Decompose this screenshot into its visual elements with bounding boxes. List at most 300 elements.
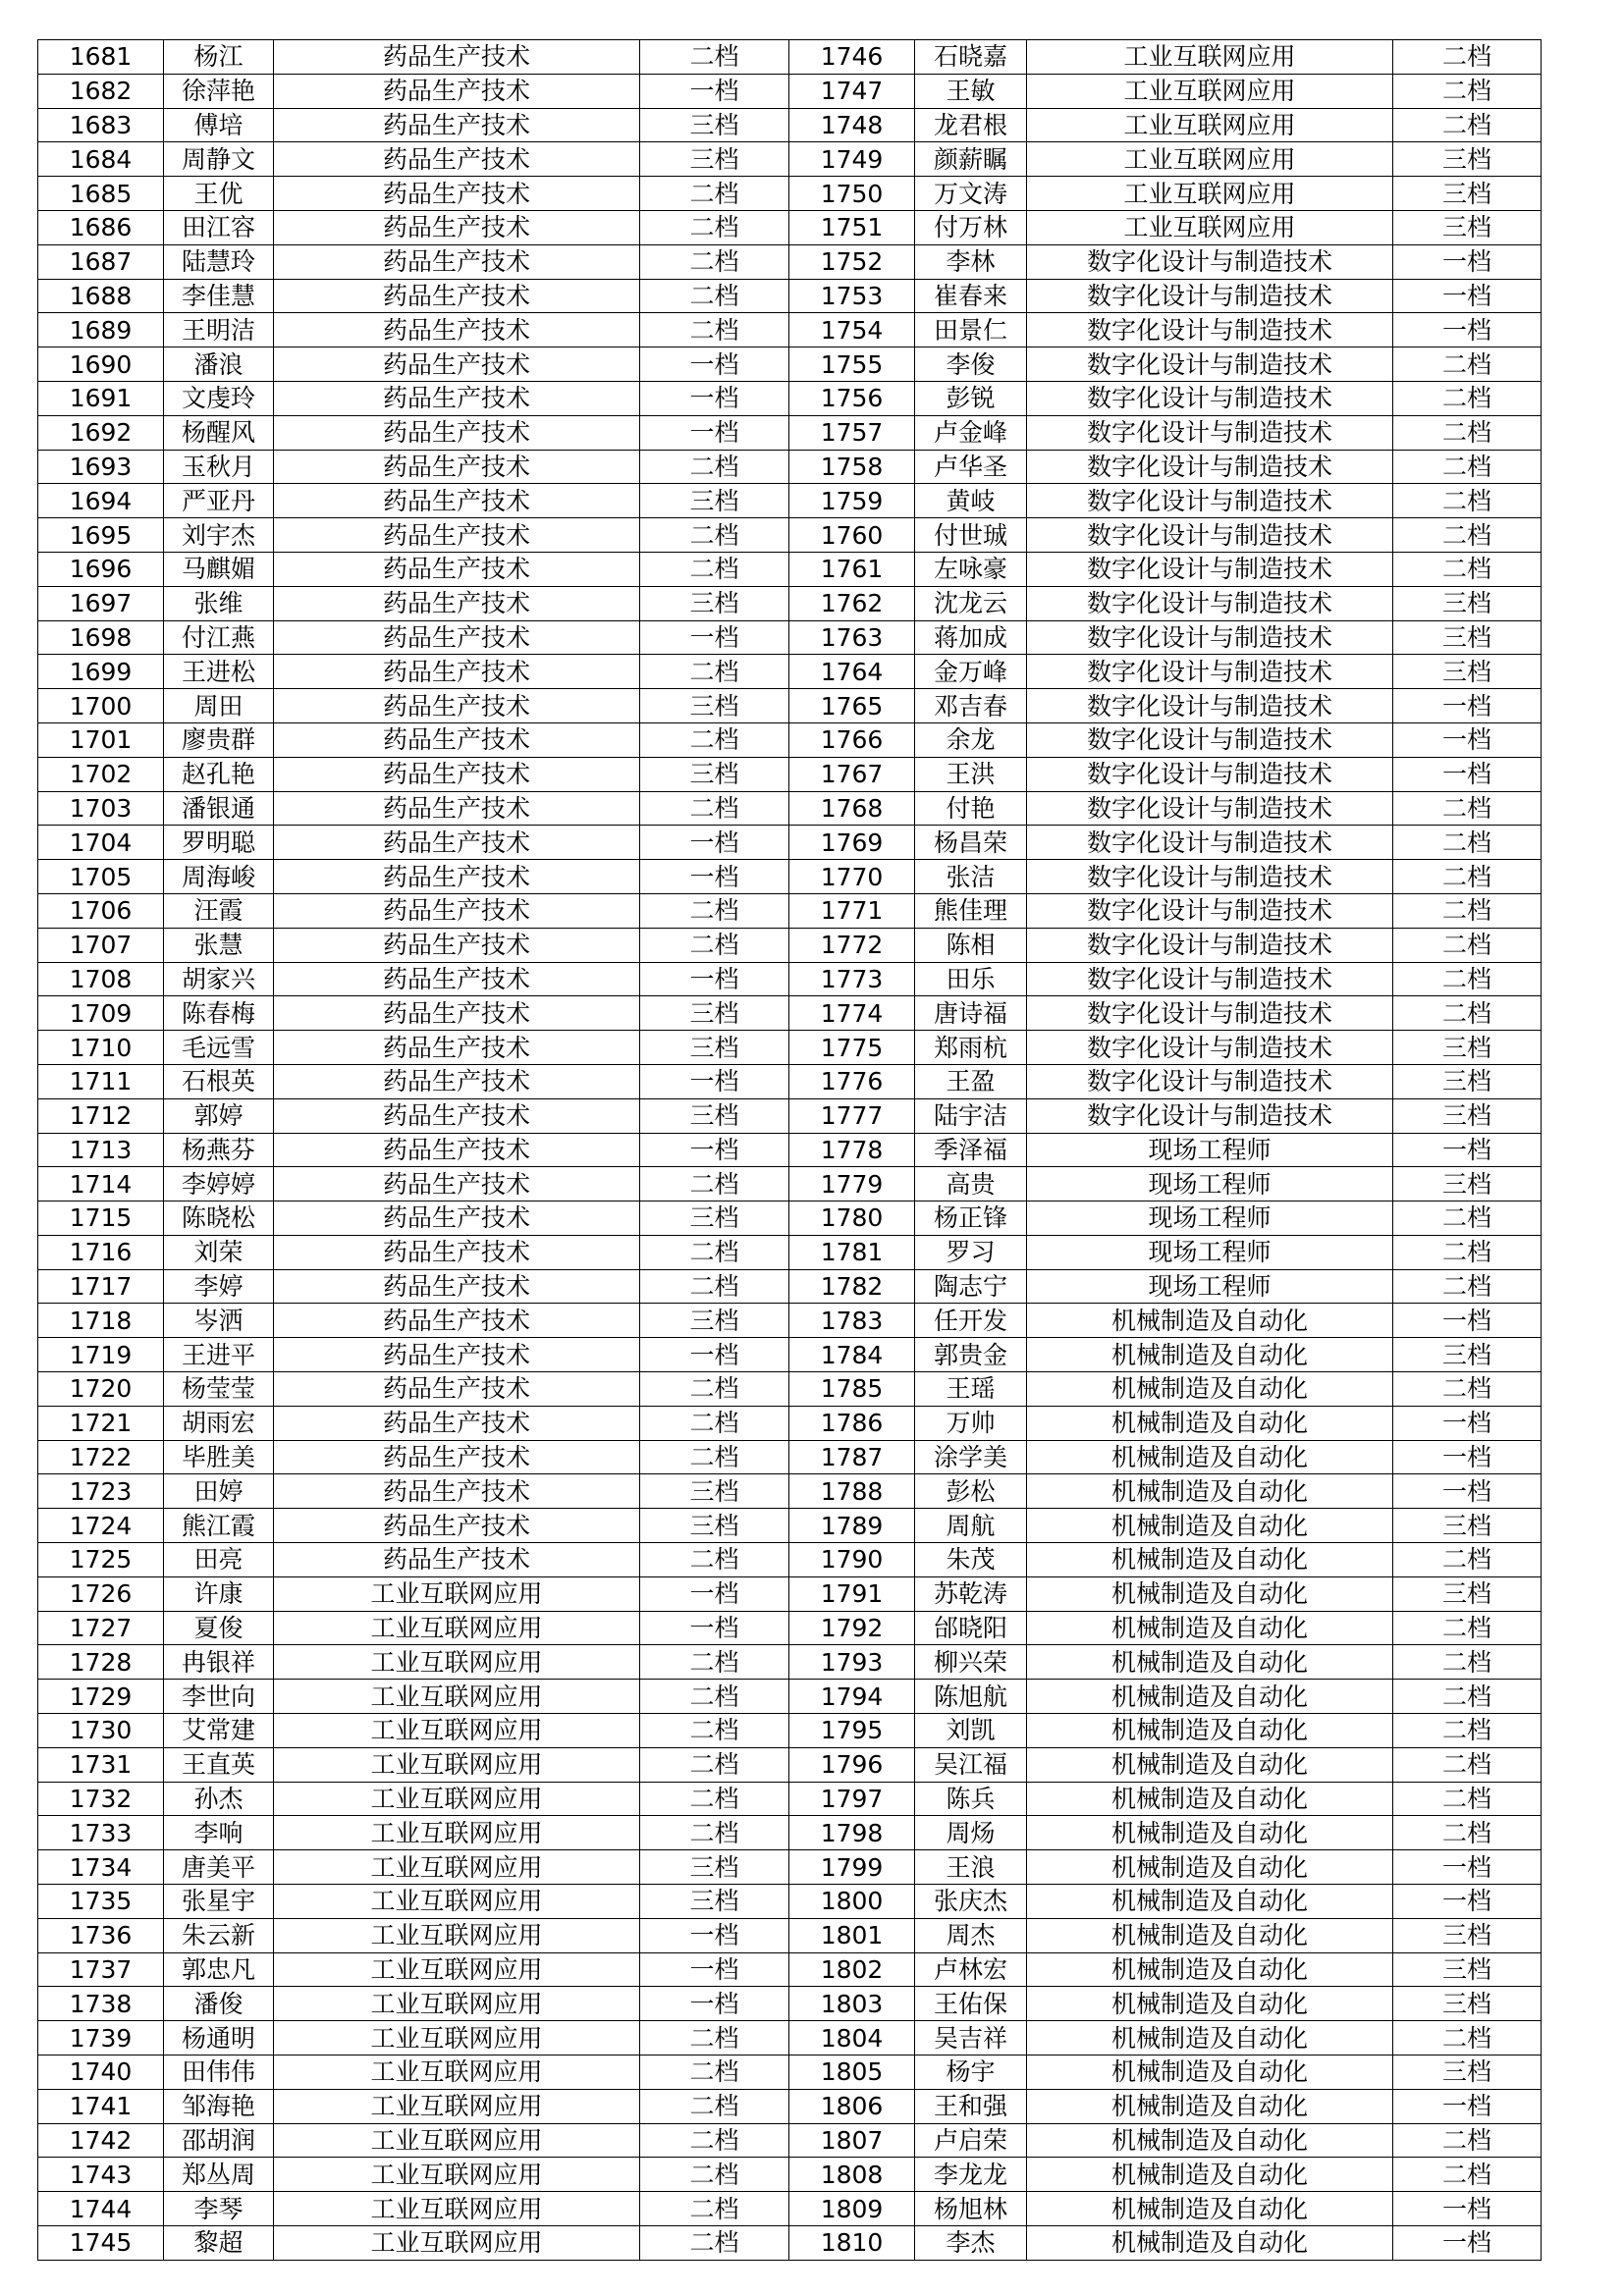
left-major-cell: 药品生产技术 (274, 347, 640, 382)
table-row (38, 1747, 1542, 1782)
table-row (38, 2021, 1542, 2056)
right-grade-level-cell: 二档 (1393, 347, 1542, 382)
left-major-cell: 工业互联网应用 (274, 1952, 640, 1987)
left-row-number-cell: 1711 (38, 1064, 164, 1098)
left-student-name-cell: 邹海艳 (164, 2089, 274, 2123)
right-row-number-cell: 1757 (789, 415, 915, 450)
table-body (38, 40, 1542, 2261)
left-row-number-cell: 1685 (38, 177, 164, 211)
left-grade-level-cell: 三档 (640, 586, 789, 620)
right-row-number-cell: 1794 (789, 1680, 915, 1714)
left-grade-level-cell: 三档 (640, 1031, 789, 1065)
right-row-number-cell: 1774 (789, 996, 915, 1031)
left-major-cell: 药品生产技术 (274, 518, 640, 553)
right-student-name-cell: 田景仁 (915, 313, 1027, 347)
left-major-cell: 药品生产技术 (274, 552, 640, 586)
right-student-name-cell: 陈相 (915, 928, 1027, 962)
left-student-name-cell: 郑丛周 (164, 2158, 274, 2192)
left-row-number-cell: 1708 (38, 962, 164, 996)
table-row (38, 1304, 1542, 1338)
right-student-name-cell: 周杰 (915, 1918, 1027, 1952)
left-major-cell: 药品生产技术 (274, 826, 640, 860)
right-grade-level-cell: 一档 (1393, 279, 1542, 313)
right-major-cell: 数字化设计与制造技术 (1027, 791, 1393, 826)
left-major-cell: 药品生产技术 (274, 1098, 640, 1133)
right-row-number-cell: 1790 (789, 1543, 915, 1577)
left-student-name-cell: 徐萍艳 (164, 74, 274, 108)
left-grade-level-cell: 三档 (640, 1304, 789, 1338)
left-major-cell: 工业互联网应用 (274, 2192, 640, 2226)
right-grade-level-cell: 一档 (1393, 1406, 1542, 1440)
table-row (38, 415, 1542, 450)
left-row-number-cell: 1736 (38, 1918, 164, 1952)
right-row-number-cell: 1775 (789, 1031, 915, 1065)
left-major-cell: 药品生产技术 (274, 1372, 640, 1407)
left-row-number-cell: 1719 (38, 1338, 164, 1372)
right-major-cell: 工业互联网应用 (1027, 108, 1393, 142)
left-major-cell: 药品生产技术 (274, 1338, 640, 1372)
right-row-number-cell: 1777 (789, 1098, 915, 1133)
right-grade-level-cell: 二档 (1393, 74, 1542, 108)
right-row-number-cell: 1781 (789, 1235, 915, 1269)
left-major-cell: 药品生产技术 (274, 415, 640, 450)
right-student-name-cell: 周航 (915, 1509, 1027, 1543)
right-major-cell: 数字化设计与制造技术 (1027, 279, 1393, 313)
table-row (38, 40, 1542, 75)
right-major-cell: 机械制造及自动化 (1027, 1543, 1393, 1577)
left-grade-level-cell: 一档 (640, 1918, 789, 1952)
left-major-cell: 工业互联网应用 (274, 1816, 640, 1850)
table-row (38, 1816, 1542, 1850)
table-row (38, 1543, 1542, 1577)
right-grade-level-cell: 二档 (1393, 1680, 1542, 1714)
left-row-number-cell: 1692 (38, 415, 164, 450)
left-row-number-cell: 1689 (38, 313, 164, 347)
right-student-name-cell: 陈旭航 (915, 1680, 1027, 1714)
right-major-cell: 数字化设计与制造技术 (1027, 518, 1393, 553)
right-major-cell: 数字化设计与制造技术 (1027, 313, 1393, 347)
left-row-number-cell: 1702 (38, 757, 164, 791)
right-grade-level-cell: 二档 (1393, 40, 1542, 75)
right-student-name-cell: 郑雨杭 (915, 1031, 1027, 1065)
right-major-cell: 机械制造及自动化 (1027, 2123, 1393, 2158)
right-row-number-cell: 1795 (789, 1714, 915, 1748)
left-grade-level-cell: 二档 (640, 655, 789, 689)
right-grade-level-cell: 二档 (1393, 484, 1542, 518)
table-row (38, 1952, 1542, 1987)
right-row-number-cell: 1750 (789, 177, 915, 211)
left-major-cell: 药品生产技术 (274, 655, 640, 689)
left-grade-level-cell: 二档 (640, 1680, 789, 1714)
left-student-name-cell: 夏俊 (164, 1611, 274, 1645)
table-row (38, 177, 1542, 211)
right-major-cell: 现场工程师 (1027, 1133, 1393, 1167)
table-row (38, 518, 1542, 553)
left-major-cell: 药品生产技术 (274, 928, 640, 962)
right-grade-level-cell: 一档 (1393, 1850, 1542, 1885)
right-grade-level-cell: 一档 (1393, 2226, 1542, 2261)
right-major-cell: 机械制造及自动化 (1027, 1782, 1393, 1816)
right-row-number-cell: 1807 (789, 2123, 915, 2158)
left-grade-level-cell: 二档 (640, 928, 789, 962)
right-student-name-cell: 田乐 (915, 962, 1027, 996)
left-major-cell: 药品生产技术 (274, 279, 640, 313)
left-major-cell: 药品生产技术 (274, 484, 640, 518)
left-grade-level-cell: 二档 (640, 177, 789, 211)
right-grade-level-cell: 二档 (1393, 860, 1542, 894)
left-grade-level-cell: 一档 (640, 860, 789, 894)
right-grade-level-cell: 三档 (1393, 620, 1542, 655)
right-grade-level-cell: 一档 (1393, 1885, 1542, 1919)
right-grade-level-cell: 二档 (1393, 1816, 1542, 1850)
right-row-number-cell: 1785 (789, 1372, 915, 1407)
left-row-number-cell: 1706 (38, 893, 164, 928)
table-row (38, 1235, 1542, 1269)
right-major-cell: 数字化设计与制造技术 (1027, 1031, 1393, 1065)
right-student-name-cell: 付万林 (915, 210, 1027, 244)
left-student-name-cell: 陈春梅 (164, 996, 274, 1031)
right-row-number-cell: 1770 (789, 860, 915, 894)
table-row (38, 2158, 1542, 2192)
left-major-cell: 药品生产技术 (274, 210, 640, 244)
right-grade-level-cell: 二档 (1393, 381, 1542, 415)
left-major-cell: 药品生产技术 (274, 108, 640, 142)
left-major-cell: 药品生产技术 (274, 996, 640, 1031)
left-grade-level-cell: 一档 (640, 1338, 789, 1372)
right-student-name-cell: 石晓嘉 (915, 40, 1027, 75)
left-grade-level-cell: 二档 (640, 791, 789, 826)
left-student-name-cell: 熊江霞 (164, 1509, 274, 1543)
left-student-name-cell: 田婷 (164, 1474, 274, 1509)
right-grade-level-cell: 一档 (1393, 2089, 1542, 2123)
left-student-name-cell: 付江燕 (164, 620, 274, 655)
left-row-number-cell: 1683 (38, 108, 164, 142)
left-major-cell: 工业互联网应用 (274, 2056, 640, 2090)
right-major-cell: 数字化设计与制造技术 (1027, 1064, 1393, 1098)
right-grade-level-cell: 二档 (1393, 518, 1542, 553)
right-major-cell: 数字化设计与制造技术 (1027, 415, 1393, 450)
left-grade-level-cell: 三档 (640, 1850, 789, 1885)
left-grade-level-cell: 一档 (640, 415, 789, 450)
table-row (38, 1611, 1542, 1645)
left-major-cell: 工业互联网应用 (274, 2158, 640, 2192)
right-row-number-cell: 1801 (789, 1918, 915, 1952)
right-row-number-cell: 1761 (789, 552, 915, 586)
right-grade-level-cell: 一档 (1393, 722, 1542, 757)
right-grade-level-cell: 二档 (1393, 108, 1542, 142)
right-row-number-cell: 1760 (789, 518, 915, 553)
right-student-name-cell: 邰晓阳 (915, 1611, 1027, 1645)
left-major-cell: 药品生产技术 (274, 893, 640, 928)
right-student-name-cell: 沈龙云 (915, 586, 1027, 620)
right-major-cell: 数字化设计与制造技术 (1027, 484, 1393, 518)
left-grade-level-cell: 三档 (640, 689, 789, 723)
right-grade-level-cell: 一档 (1393, 313, 1542, 347)
left-grade-level-cell: 二档 (640, 1235, 789, 1269)
left-grade-level-cell: 二档 (640, 1372, 789, 1407)
left-row-number-cell: 1710 (38, 1031, 164, 1065)
right-major-cell: 机械制造及自动化 (1027, 1611, 1393, 1645)
right-student-name-cell: 唐诗福 (915, 996, 1027, 1031)
right-major-cell: 工业互联网应用 (1027, 177, 1393, 211)
right-grade-level-cell: 三档 (1393, 1509, 1542, 1543)
left-row-number-cell: 1697 (38, 586, 164, 620)
right-grade-level-cell: 二档 (1393, 826, 1542, 860)
left-grade-level-cell: 二档 (640, 2192, 789, 2226)
left-grade-level-cell: 二档 (640, 1816, 789, 1850)
left-grade-level-cell: 二档 (640, 450, 789, 484)
left-grade-level-cell: 二档 (640, 722, 789, 757)
left-row-number-cell: 1726 (38, 1576, 164, 1611)
left-row-number-cell: 1742 (38, 2123, 164, 2158)
left-row-number-cell: 1728 (38, 1645, 164, 1680)
left-student-name-cell: 石根英 (164, 1064, 274, 1098)
right-row-number-cell: 1769 (789, 826, 915, 860)
right-row-number-cell: 1783 (789, 1304, 915, 1338)
left-row-number-cell: 1696 (38, 552, 164, 586)
left-student-name-cell: 毛远雪 (164, 1031, 274, 1065)
left-grade-level-cell: 一档 (640, 347, 789, 382)
left-row-number-cell: 1694 (38, 484, 164, 518)
left-grade-level-cell: 二档 (640, 518, 789, 553)
table-row (38, 210, 1542, 244)
right-grade-level-cell: 三档 (1393, 1031, 1542, 1065)
left-row-number-cell: 1723 (38, 1474, 164, 1509)
right-student-name-cell: 杨昌荣 (915, 826, 1027, 860)
right-grade-level-cell: 二档 (1393, 996, 1542, 1031)
left-student-name-cell: 李琴 (164, 2192, 274, 2226)
left-grade-level-cell: 一档 (640, 962, 789, 996)
left-row-number-cell: 1731 (38, 1747, 164, 1782)
right-student-name-cell: 罗习 (915, 1235, 1027, 1269)
right-student-name-cell: 杨宇 (915, 2056, 1027, 2090)
right-row-number-cell: 1803 (789, 1987, 915, 2021)
table-row (38, 962, 1542, 996)
left-grade-level-cell: 一档 (640, 74, 789, 108)
left-student-name-cell: 刘宇杰 (164, 518, 274, 553)
right-student-name-cell: 熊佳理 (915, 893, 1027, 928)
left-student-name-cell: 潘俊 (164, 1987, 274, 2021)
right-grade-level-cell: 三档 (1393, 1338, 1542, 1372)
table-row (38, 1064, 1542, 1098)
right-grade-level-cell: 二档 (1393, 1645, 1542, 1680)
left-student-name-cell: 王进平 (164, 1338, 274, 1372)
left-grade-level-cell: 二档 (640, 244, 789, 279)
right-grade-level-cell: 二档 (1393, 415, 1542, 450)
left-grade-level-cell: 一档 (640, 1987, 789, 2021)
left-major-cell: 工业互联网应用 (274, 1885, 640, 1919)
left-grade-level-cell: 二档 (640, 1543, 789, 1577)
right-row-number-cell: 1746 (789, 40, 915, 75)
right-student-name-cell: 卢启荣 (915, 2123, 1027, 2158)
table-row (38, 244, 1542, 279)
left-major-cell: 药品生产技术 (274, 244, 640, 279)
right-student-name-cell: 黄岐 (915, 484, 1027, 518)
left-student-name-cell: 罗明聪 (164, 826, 274, 860)
right-row-number-cell: 1810 (789, 2226, 915, 2261)
right-grade-level-cell: 一档 (1393, 689, 1542, 723)
left-row-number-cell: 1688 (38, 279, 164, 313)
table-row (38, 74, 1542, 108)
table-row (38, 860, 1542, 894)
left-row-number-cell: 1712 (38, 1098, 164, 1133)
left-row-number-cell: 1681 (38, 40, 164, 75)
right-student-name-cell: 邓吉春 (915, 689, 1027, 723)
right-major-cell: 机械制造及自动化 (1027, 1747, 1393, 1782)
left-student-name-cell: 傅培 (164, 108, 274, 142)
left-student-name-cell: 王直英 (164, 1747, 274, 1782)
right-grade-level-cell: 一档 (1393, 1133, 1542, 1167)
left-grade-level-cell: 三档 (640, 484, 789, 518)
right-student-name-cell: 周炀 (915, 1816, 1027, 1850)
left-major-cell: 工业互联网应用 (274, 1850, 640, 1885)
table-row (38, 1406, 1542, 1440)
right-student-name-cell: 卢华圣 (915, 450, 1027, 484)
table-row (38, 1133, 1542, 1167)
table-row (38, 1269, 1542, 1304)
table-row (38, 484, 1542, 518)
right-major-cell: 机械制造及自动化 (1027, 1987, 1393, 2021)
left-student-name-cell: 陈晓松 (164, 1201, 274, 1236)
right-row-number-cell: 1755 (789, 347, 915, 382)
left-student-name-cell: 艾常建 (164, 1714, 274, 1748)
table-row (38, 1850, 1542, 1885)
right-major-cell: 数字化设计与制造技术 (1027, 244, 1393, 279)
right-row-number-cell: 1796 (789, 1747, 915, 1782)
right-major-cell: 机械制造及自动化 (1027, 1918, 1393, 1952)
right-major-cell: 数字化设计与制造技术 (1027, 586, 1393, 620)
left-student-name-cell: 杨莹莹 (164, 1372, 274, 1407)
left-grade-level-cell: 一档 (640, 381, 789, 415)
right-grade-level-cell: 三档 (1393, 1952, 1542, 1987)
left-major-cell: 药品生产技术 (274, 962, 640, 996)
left-major-cell: 药品生产技术 (274, 1064, 640, 1098)
table-row (38, 826, 1542, 860)
left-grade-level-cell: 一档 (640, 1064, 789, 1098)
left-major-cell: 工业互联网应用 (274, 1782, 640, 1816)
right-major-cell: 机械制造及自动化 (1027, 2158, 1393, 2192)
right-major-cell: 机械制造及自动化 (1027, 1372, 1393, 1407)
left-student-name-cell: 田亮 (164, 1543, 274, 1577)
left-major-cell: 工业互联网应用 (274, 2226, 640, 2261)
table-row (38, 655, 1542, 689)
left-student-name-cell: 李世向 (164, 1680, 274, 1714)
table-row (38, 757, 1542, 791)
right-row-number-cell: 1786 (789, 1406, 915, 1440)
left-row-number-cell: 1743 (38, 2158, 164, 2192)
left-grade-level-cell: 二档 (640, 552, 789, 586)
right-major-cell: 数字化设计与制造技术 (1027, 689, 1393, 723)
right-student-name-cell: 李俊 (915, 347, 1027, 382)
table-row (38, 1987, 1542, 2021)
right-student-name-cell: 颜薪瞩 (915, 142, 1027, 177)
left-student-name-cell: 杨通明 (164, 2021, 274, 2056)
left-row-number-cell: 1724 (38, 1509, 164, 1543)
right-major-cell: 机械制造及自动化 (1027, 1304, 1393, 1338)
right-major-cell: 机械制造及自动化 (1027, 1576, 1393, 1611)
left-row-number-cell: 1698 (38, 620, 164, 655)
right-student-name-cell: 朱茂 (915, 1543, 1027, 1577)
table-row (38, 722, 1542, 757)
left-grade-level-cell: 二档 (640, 2226, 789, 2261)
left-major-cell: 药品生产技术 (274, 381, 640, 415)
right-row-number-cell: 1759 (789, 484, 915, 518)
right-student-name-cell: 王瑶 (915, 1372, 1027, 1407)
right-student-name-cell: 刘凯 (915, 1714, 1027, 1748)
left-student-name-cell: 汪霞 (164, 893, 274, 928)
left-row-number-cell: 1690 (38, 347, 164, 382)
right-grade-level-cell: 二档 (1393, 2021, 1542, 2056)
left-grade-level-cell: 一档 (640, 1133, 789, 1167)
left-major-cell: 药品生产技术 (274, 1304, 640, 1338)
right-student-name-cell: 任开发 (915, 1304, 1027, 1338)
right-grade-level-cell: 一档 (1393, 2192, 1542, 2226)
right-student-name-cell: 涂学美 (915, 1440, 1027, 1474)
left-row-number-cell: 1700 (38, 689, 164, 723)
left-major-cell: 药品生产技术 (274, 74, 640, 108)
left-student-name-cell: 王进松 (164, 655, 274, 689)
right-major-cell: 数字化设计与制造技术 (1027, 757, 1393, 791)
left-grade-level-cell: 一档 (640, 1611, 789, 1645)
left-student-name-cell: 赵孔艳 (164, 757, 274, 791)
left-student-name-cell: 冉银祥 (164, 1645, 274, 1680)
right-student-name-cell: 付世珹 (915, 518, 1027, 553)
left-major-cell: 药品生产技术 (274, 1509, 640, 1543)
right-major-cell: 机械制造及自动化 (1027, 1714, 1393, 1748)
left-student-name-cell: 李响 (164, 1816, 274, 1850)
right-grade-level-cell: 一档 (1393, 1474, 1542, 1509)
table-row (38, 1372, 1542, 1407)
right-student-name-cell: 卢金峰 (915, 415, 1027, 450)
right-grade-level-cell: 三档 (1393, 210, 1542, 244)
right-major-cell: 数字化设计与制造技术 (1027, 381, 1393, 415)
right-student-name-cell: 陶志宁 (915, 1269, 1027, 1304)
left-student-name-cell: 严亚丹 (164, 484, 274, 518)
table-row (38, 1167, 1542, 1201)
table-row (38, 1474, 1542, 1509)
left-row-number-cell: 1703 (38, 791, 164, 826)
right-major-cell: 现场工程师 (1027, 1235, 1393, 1269)
table-row (38, 791, 1542, 826)
table-row (38, 313, 1542, 347)
left-student-name-cell: 周海峻 (164, 860, 274, 894)
left-major-cell: 药品生产技术 (274, 177, 640, 211)
right-row-number-cell: 1754 (789, 313, 915, 347)
left-major-cell: 药品生产技术 (274, 142, 640, 177)
right-row-number-cell: 1797 (789, 1782, 915, 1816)
left-major-cell: 工业互联网应用 (274, 1987, 640, 2021)
student-grade-table (37, 39, 1542, 2261)
left-row-number-cell: 1695 (38, 518, 164, 553)
left-major-cell: 药品生产技术 (274, 1269, 640, 1304)
right-row-number-cell: 1748 (789, 108, 915, 142)
right-row-number-cell: 1804 (789, 2021, 915, 2056)
right-student-name-cell: 高贵 (915, 1167, 1027, 1201)
right-grade-level-cell: 一档 (1393, 1440, 1542, 1474)
left-major-cell: 工业互联网应用 (274, 1576, 640, 1611)
left-student-name-cell: 杨燕芬 (164, 1133, 274, 1167)
left-major-cell: 药品生产技术 (274, 1235, 640, 1269)
right-row-number-cell: 1752 (789, 244, 915, 279)
right-row-number-cell: 1789 (789, 1509, 915, 1543)
right-grade-level-cell: 二档 (1393, 893, 1542, 928)
left-grade-level-cell: 二档 (640, 2089, 789, 2123)
right-grade-level-cell: 二档 (1393, 1611, 1542, 1645)
right-row-number-cell: 1764 (789, 655, 915, 689)
right-row-number-cell: 1780 (789, 1201, 915, 1236)
left-row-number-cell: 1721 (38, 1406, 164, 1440)
right-student-name-cell: 郭贵金 (915, 1338, 1027, 1372)
